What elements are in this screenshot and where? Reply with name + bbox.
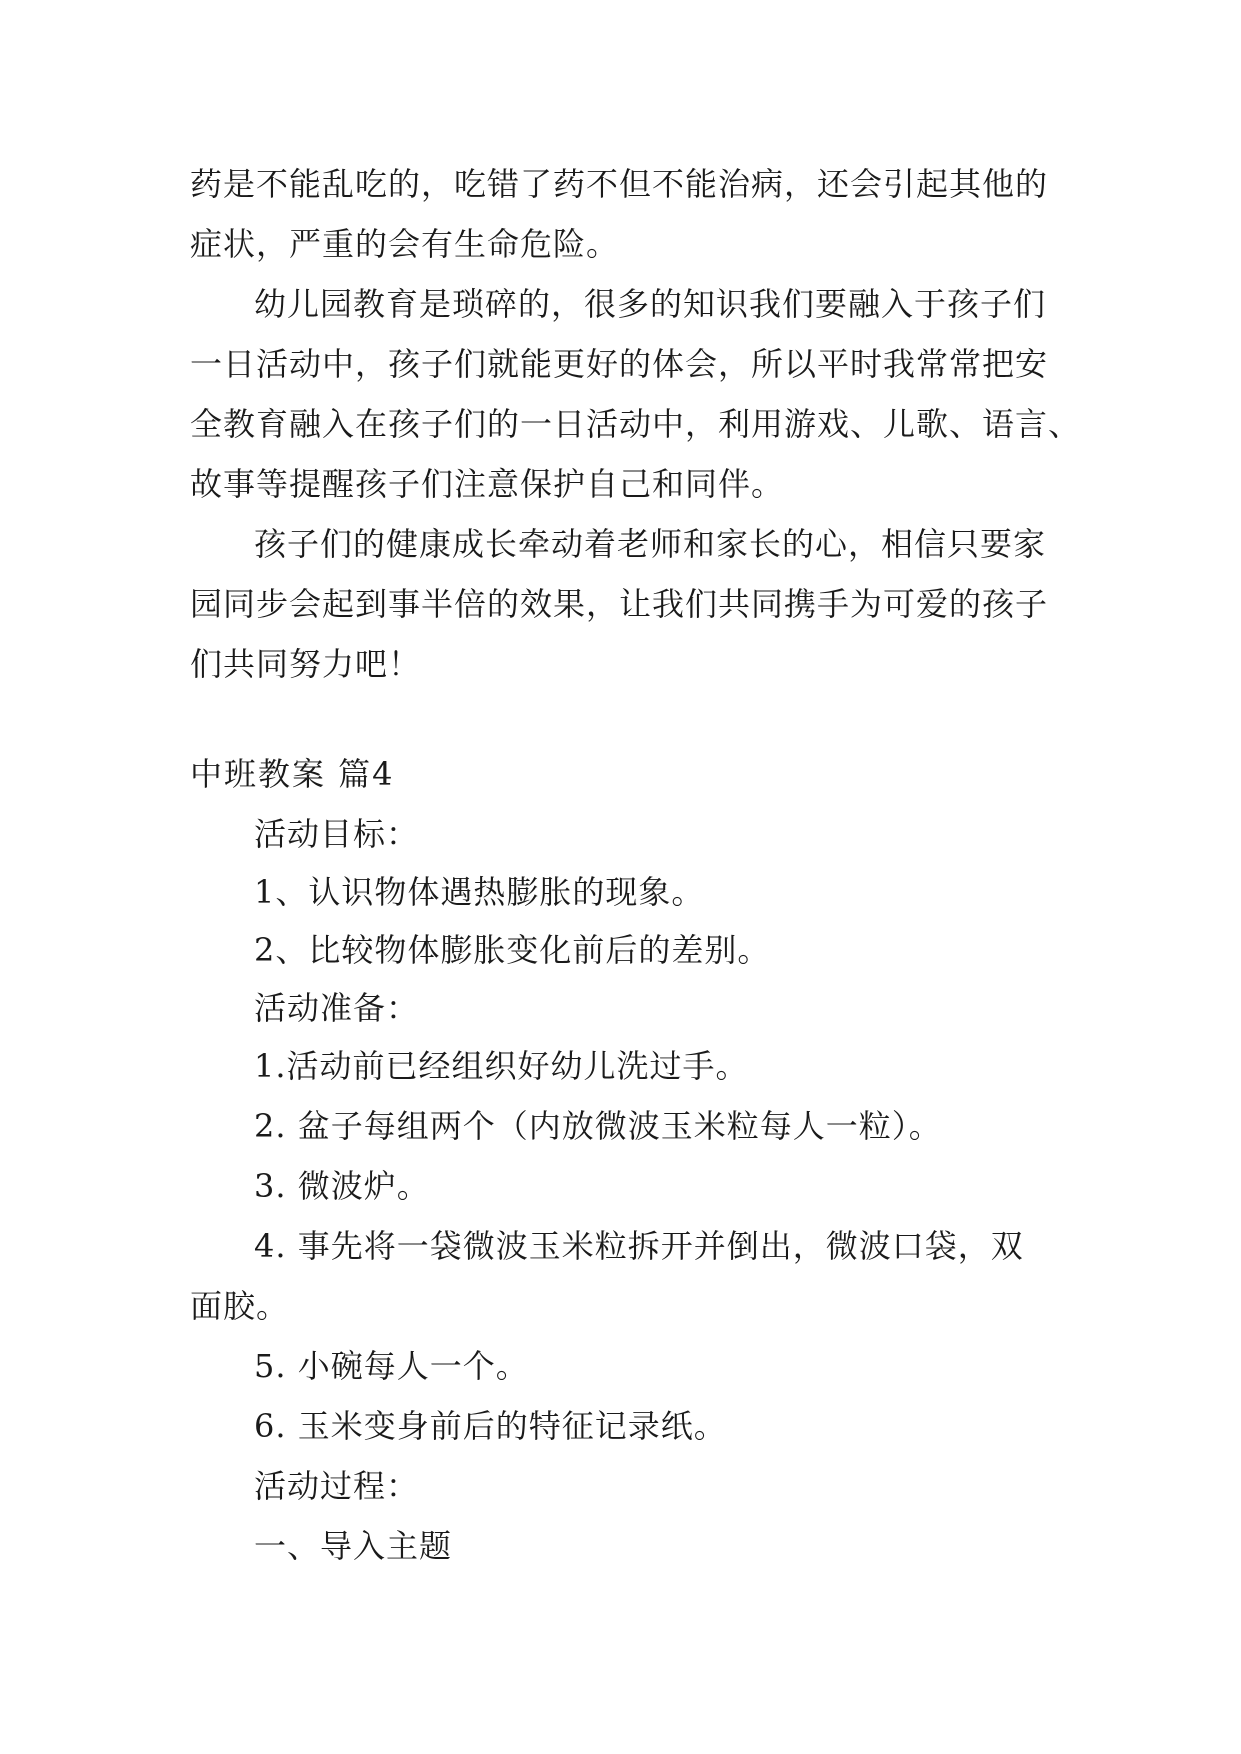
goals-heading: 活动目标： [254,815,420,853]
paragraph-line: 一日活动中，孩子们就能更好的体会，所以平时我常常把安 [190,345,1049,383]
paragraph-line: 药是不能乱吃的，吃错了药不但不能治病，还会引起其他的 [190,165,1049,203]
paragraph-line: 全教育融入在孩子们的一日活动中，利用游戏、儿歌、语言、 [190,405,1082,443]
prep-item: 2. 盆子每组两个（内放微波玉米粒每人一粒）。 [254,1107,942,1145]
paragraph-line: 幼儿园教育是琐碎的，很多的知识我们要融入于孩子们 [254,285,1047,323]
paragraph-line: 们共同努力吧！ [190,645,422,683]
prep-item: 3. 微波炉。 [254,1167,430,1205]
goal-item: 2、比较物体膨胀变化前后的差别。 [254,931,771,969]
prep-item: 4. 事先将一袋微波玉米粒拆开并倒出，微波口袋，双 [254,1227,1024,1265]
process-heading: 活动过程： [254,1467,420,1505]
prep-item: 5. 小碗每人一个。 [254,1347,529,1385]
goal-item: 1、认识物体遇热膨胀的现象。 [254,873,705,911]
prep-item: 6. 玉米变身前后的特征记录纸。 [254,1407,727,1445]
section-title: 中班教案 篇4 [190,755,395,793]
paragraph-line: 园同步会起到事半倍的效果，让我们共同携手为可爱的孩子 [190,585,1049,623]
paragraph-line: 孩子们的健康成长牵动着老师和家长的心，相信只要家 [254,525,1047,563]
prep-heading: 活动准备： [254,989,420,1027]
prep-item-continuation: 面胶。 [190,1287,290,1325]
paragraph-line: 症状，严重的会有生命危险。 [190,225,620,263]
prep-item: 1.活动前已经组织好幼儿洗过手。 [254,1047,749,1085]
paragraph-line: 故事等提醒孩子们注意保护自己和同伴。 [190,465,785,503]
process-item: 一、导入主题 [254,1527,453,1565]
